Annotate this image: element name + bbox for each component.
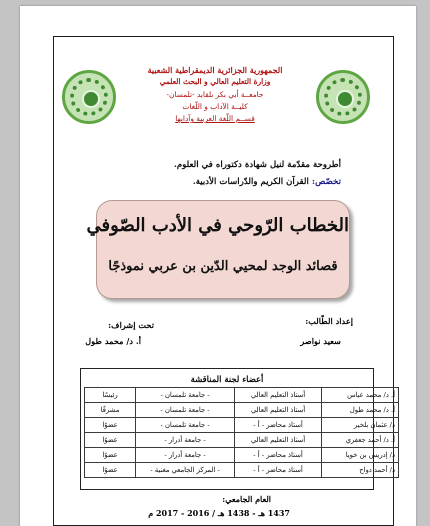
university-seal-left-icon xyxy=(62,70,116,124)
member-role: عضوًا xyxy=(85,463,136,478)
member-name: د/ أحمد دواح xyxy=(322,463,399,478)
committee-row xyxy=(85,403,399,418)
committee-table xyxy=(84,387,399,478)
specialty-line xyxy=(101,177,341,187)
member-name: أ. د/ محمد طول xyxy=(322,403,399,418)
specialty-label: تخصّص: xyxy=(311,177,341,187)
committee-title: أعضاء لجنة المناقشة xyxy=(190,374,264,384)
member-university: - جامعة أدرار - xyxy=(136,433,235,448)
thesis-statement: أطروحة مقدّمة لنيل شهادة دكتوراه في العلوم. xyxy=(173,160,341,170)
member-university: - جامعة أدرار - xyxy=(136,448,235,463)
supervisor-name: أ. د/ محمد طول xyxy=(85,336,141,346)
member-rank: أستاذ محاضر - أ - xyxy=(235,418,322,433)
committee-row xyxy=(85,418,399,433)
member-role: عضوًا xyxy=(85,418,136,433)
committee-row xyxy=(85,433,399,448)
member-rank: أستاذ محاضر - أ - xyxy=(235,448,322,463)
committee-row xyxy=(85,388,399,403)
member-name: د/ عثمان بلخير xyxy=(322,418,399,433)
member-university: - جامعة تلمسان - xyxy=(136,403,235,418)
university-line: جامعــة أبي بكر بلقايد -تلمسان- xyxy=(166,89,264,99)
member-university: - المركز الجامعي مغنية - xyxy=(136,463,235,478)
university-seal-right-icon xyxy=(316,70,370,124)
committee-row xyxy=(85,448,399,463)
committee-row xyxy=(85,463,399,478)
document-page xyxy=(20,6,416,526)
member-rank: أستاذ التعليم العالي xyxy=(235,388,322,403)
thesis-title: الخطاب الرّوحي في الأدب الصّوفي xyxy=(86,215,349,236)
member-name: د/ إدريس بن خويا xyxy=(322,448,399,463)
author-name: سعيد نواصر xyxy=(300,336,341,346)
institution-header xyxy=(120,64,310,125)
member-name: أ. د/ محمد عباس xyxy=(322,388,399,403)
member-rank: أستاذ التعليم العالي xyxy=(235,433,322,448)
ministry-line: وزارة التعليم العالي و البحث العلمي xyxy=(159,77,271,87)
member-role: عضوًا xyxy=(85,448,136,463)
specialty-value: القرآن الكريم والدّراسات الأدبية. xyxy=(192,177,309,187)
academic-year-value: 1437 هـ - 1438 هـ / 2016 - 2017 م xyxy=(148,508,290,518)
department-line: قســم اللّغة العربية وآدابها xyxy=(175,114,255,124)
member-rank: أستاذ محاضر - أ - xyxy=(235,463,322,478)
member-name: أ. د/ أحمد جعفري xyxy=(322,433,399,448)
member-university: - جامعة تلمسان - xyxy=(136,388,235,403)
author-label: إعداد الطّالب: xyxy=(305,316,353,326)
member-role: عضوًا xyxy=(85,433,136,448)
republic-line: الجمهورية الجزائرية الديمقراطية الشعبية xyxy=(147,65,283,75)
member-role: مشرفًا xyxy=(85,403,136,418)
supervisor-label: تحت إشراف: xyxy=(108,320,154,330)
member-rank: أستاذ التعليم العالي xyxy=(235,403,322,418)
thesis-subtitle: قصائد الوجد لمحيي الدّين بن عربي نموذجًا xyxy=(108,259,338,274)
member-role: رئيسًا xyxy=(85,388,136,403)
member-university: - جامعة تلمسان - xyxy=(136,418,235,433)
academic-year-label: العام الجامعي: xyxy=(222,494,271,504)
faculty-line: كليــة الآداب و اللّغات xyxy=(182,101,248,111)
title-box xyxy=(86,200,350,299)
committee-box xyxy=(80,368,395,490)
